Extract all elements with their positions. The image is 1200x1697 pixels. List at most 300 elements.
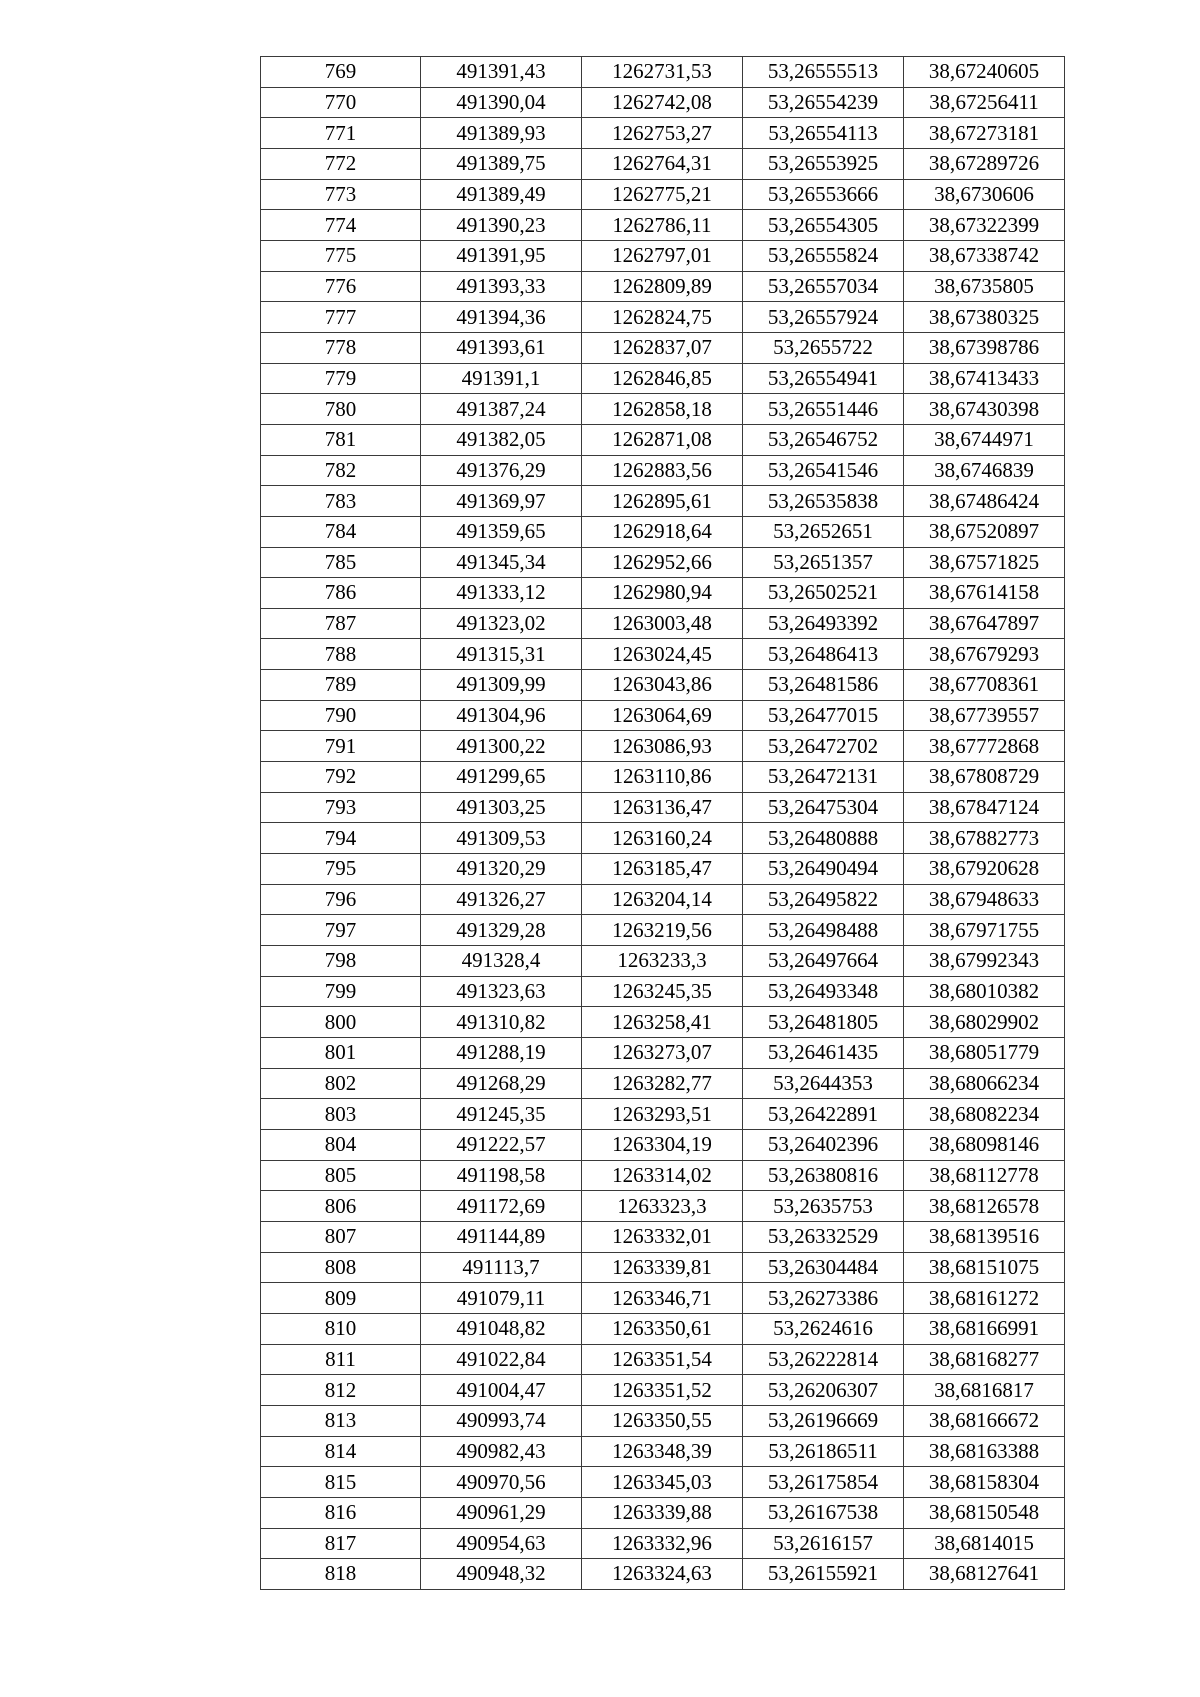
table-row [261, 731, 1065, 762]
y-coordinate-cell: 1262775,21 [582, 179, 743, 210]
point-number-cell: 773 [261, 179, 421, 210]
longitude-cell: 38,67992343 [904, 946, 1065, 977]
latitude-cell: 53,2652651 [743, 516, 904, 547]
latitude-cell: 53,26554113 [743, 118, 904, 149]
y-coordinate-cell: 1263324,63 [582, 1559, 743, 1590]
table-row [261, 1344, 1065, 1375]
longitude-cell: 38,68066234 [904, 1068, 1065, 1099]
longitude-cell: 38,67322399 [904, 210, 1065, 241]
y-coordinate-cell: 1263304,19 [582, 1129, 743, 1160]
x-coordinate-cell: 490993,74 [421, 1405, 582, 1436]
point-number-cell: 803 [261, 1099, 421, 1130]
latitude-cell: 53,26155921 [743, 1559, 904, 1590]
y-coordinate-cell: 1263258,41 [582, 1007, 743, 1038]
x-coordinate-cell: 491390,23 [421, 210, 582, 241]
x-coordinate-cell: 491323,02 [421, 608, 582, 639]
latitude-cell: 53,26472131 [743, 762, 904, 793]
x-coordinate-cell: 491022,84 [421, 1344, 582, 1375]
latitude-cell: 53,26555824 [743, 240, 904, 271]
table-row [261, 302, 1065, 333]
latitude-cell: 53,26554305 [743, 210, 904, 241]
latitude-cell: 53,26551446 [743, 394, 904, 425]
x-coordinate-cell: 491391,1 [421, 363, 582, 394]
x-coordinate-cell: 490961,29 [421, 1497, 582, 1528]
table-row [261, 271, 1065, 302]
longitude-cell: 38,6746839 [904, 455, 1065, 486]
longitude-cell: 38,67486424 [904, 486, 1065, 517]
latitude-cell: 53,26332529 [743, 1221, 904, 1252]
x-coordinate-cell: 491326,27 [421, 884, 582, 915]
point-number-cell: 787 [261, 608, 421, 639]
table-row [261, 1038, 1065, 1069]
x-coordinate-cell: 491245,35 [421, 1099, 582, 1130]
point-number-cell: 806 [261, 1191, 421, 1222]
y-coordinate-cell: 1263219,56 [582, 915, 743, 946]
table-row [261, 946, 1065, 977]
latitude-cell: 53,26557924 [743, 302, 904, 333]
latitude-cell: 53,26472702 [743, 731, 904, 762]
table-row [261, 240, 1065, 271]
table-row [261, 1160, 1065, 1191]
y-coordinate-cell: 1262786,11 [582, 210, 743, 241]
point-number-cell: 774 [261, 210, 421, 241]
longitude-cell: 38,67571825 [904, 547, 1065, 578]
y-coordinate-cell: 1262731,53 [582, 57, 743, 88]
point-number-cell: 805 [261, 1160, 421, 1191]
longitude-cell: 38,67847124 [904, 792, 1065, 823]
latitude-cell: 53,2651357 [743, 547, 904, 578]
latitude-cell: 53,26497664 [743, 946, 904, 977]
longitude-cell: 38,68098146 [904, 1129, 1065, 1160]
point-number-cell: 808 [261, 1252, 421, 1283]
latitude-cell: 53,26493392 [743, 608, 904, 639]
longitude-cell: 38,68161272 [904, 1283, 1065, 1314]
x-coordinate-cell: 491389,49 [421, 179, 582, 210]
point-number-cell: 815 [261, 1467, 421, 1498]
point-number-cell: 816 [261, 1497, 421, 1528]
point-number-cell: 791 [261, 731, 421, 762]
table-row [261, 394, 1065, 425]
latitude-cell: 53,26495822 [743, 884, 904, 915]
table-row [261, 608, 1065, 639]
point-number-cell: 782 [261, 455, 421, 486]
table-row [261, 670, 1065, 701]
x-coordinate-cell: 491320,29 [421, 854, 582, 885]
table-row [261, 854, 1065, 885]
point-number-cell: 778 [261, 332, 421, 363]
coordinates-table-body [261, 57, 1065, 1590]
latitude-cell: 53,26175854 [743, 1467, 904, 1498]
x-coordinate-cell: 491329,28 [421, 915, 582, 946]
latitude-cell: 53,26557034 [743, 271, 904, 302]
x-coordinate-cell: 491222,57 [421, 1129, 582, 1160]
longitude-cell: 38,68158304 [904, 1467, 1065, 1498]
y-coordinate-cell: 1262980,94 [582, 578, 743, 609]
y-coordinate-cell: 1263110,86 [582, 762, 743, 793]
point-number-cell: 784 [261, 516, 421, 547]
longitude-cell: 38,67948633 [904, 884, 1065, 915]
y-coordinate-cell: 1263136,47 [582, 792, 743, 823]
latitude-cell: 53,26480888 [743, 823, 904, 854]
table-row [261, 823, 1065, 854]
point-number-cell: 807 [261, 1221, 421, 1252]
y-coordinate-cell: 1263003,48 [582, 608, 743, 639]
y-coordinate-cell: 1263323,3 [582, 1191, 743, 1222]
longitude-cell: 38,67920628 [904, 854, 1065, 885]
latitude-cell: 53,26486413 [743, 639, 904, 670]
point-number-cell: 771 [261, 118, 421, 149]
point-number-cell: 781 [261, 424, 421, 455]
y-coordinate-cell: 1262952,66 [582, 547, 743, 578]
longitude-cell: 38,67338742 [904, 240, 1065, 271]
longitude-cell: 38,67430398 [904, 394, 1065, 425]
point-number-cell: 813 [261, 1405, 421, 1436]
point-number-cell: 775 [261, 240, 421, 271]
longitude-cell: 38,68163388 [904, 1436, 1065, 1467]
latitude-cell: 53,26206307 [743, 1375, 904, 1406]
longitude-cell: 38,68139516 [904, 1221, 1065, 1252]
y-coordinate-cell: 1263346,71 [582, 1283, 743, 1314]
longitude-cell: 38,67739557 [904, 700, 1065, 731]
x-coordinate-cell: 491376,29 [421, 455, 582, 486]
table-row [261, 547, 1065, 578]
table-row [261, 639, 1065, 670]
y-coordinate-cell: 1262809,89 [582, 271, 743, 302]
table-row [261, 363, 1065, 394]
table-row [261, 516, 1065, 547]
x-coordinate-cell: 491328,4 [421, 946, 582, 977]
longitude-cell: 38,67647897 [904, 608, 1065, 639]
y-coordinate-cell: 1262858,18 [582, 394, 743, 425]
y-coordinate-cell: 1263204,14 [582, 884, 743, 915]
x-coordinate-cell: 491198,58 [421, 1160, 582, 1191]
table-row [261, 1559, 1065, 1590]
latitude-cell: 53,26380816 [743, 1160, 904, 1191]
latitude-cell: 53,26493348 [743, 976, 904, 1007]
table-row [261, 976, 1065, 1007]
table-row [261, 1436, 1065, 1467]
longitude-cell: 38,68082234 [904, 1099, 1065, 1130]
y-coordinate-cell: 1263245,35 [582, 976, 743, 1007]
table-row [261, 210, 1065, 241]
y-coordinate-cell: 1263339,88 [582, 1497, 743, 1528]
point-number-cell: 796 [261, 884, 421, 915]
point-number-cell: 788 [261, 639, 421, 670]
table-row [261, 1467, 1065, 1498]
x-coordinate-cell: 491345,34 [421, 547, 582, 578]
y-coordinate-cell: 1263345,03 [582, 1467, 743, 1498]
table-row [261, 148, 1065, 179]
latitude-cell: 53,26461435 [743, 1038, 904, 1069]
y-coordinate-cell: 1262824,75 [582, 302, 743, 333]
latitude-cell: 53,26475304 [743, 792, 904, 823]
y-coordinate-cell: 1263351,54 [582, 1344, 743, 1375]
x-coordinate-cell: 491359,65 [421, 516, 582, 547]
x-coordinate-cell: 491333,12 [421, 578, 582, 609]
longitude-cell: 38,6730606 [904, 179, 1065, 210]
point-number-cell: 792 [261, 762, 421, 793]
y-coordinate-cell: 1263024,45 [582, 639, 743, 670]
y-coordinate-cell: 1262846,85 [582, 363, 743, 394]
x-coordinate-cell: 490982,43 [421, 1436, 582, 1467]
x-coordinate-cell: 491393,61 [421, 332, 582, 363]
longitude-cell: 38,68166991 [904, 1313, 1065, 1344]
longitude-cell: 38,67240605 [904, 57, 1065, 88]
y-coordinate-cell: 1262837,07 [582, 332, 743, 363]
point-number-cell: 794 [261, 823, 421, 854]
table-row [261, 87, 1065, 118]
table-row [261, 792, 1065, 823]
x-coordinate-cell: 491369,97 [421, 486, 582, 517]
point-number-cell: 783 [261, 486, 421, 517]
latitude-cell: 53,26546752 [743, 424, 904, 455]
y-coordinate-cell: 1262742,08 [582, 87, 743, 118]
x-coordinate-cell: 491300,22 [421, 731, 582, 762]
table-row [261, 578, 1065, 609]
latitude-cell: 53,26490494 [743, 854, 904, 885]
table-row [261, 455, 1065, 486]
latitude-cell: 53,26481586 [743, 670, 904, 701]
table-row [261, 1221, 1065, 1252]
table-row [261, 118, 1065, 149]
longitude-cell: 38,67380325 [904, 302, 1065, 333]
y-coordinate-cell: 1263350,61 [582, 1313, 743, 1344]
longitude-cell: 38,68010382 [904, 976, 1065, 1007]
table-row [261, 1007, 1065, 1038]
x-coordinate-cell: 491310,82 [421, 1007, 582, 1038]
y-coordinate-cell: 1263314,02 [582, 1160, 743, 1191]
point-number-cell: 799 [261, 976, 421, 1007]
y-coordinate-cell: 1263351,52 [582, 1375, 743, 1406]
y-coordinate-cell: 1262764,31 [582, 148, 743, 179]
table-row [261, 1191, 1065, 1222]
longitude-cell: 38,6744971 [904, 424, 1065, 455]
x-coordinate-cell: 491299,65 [421, 762, 582, 793]
latitude-cell: 53,26273386 [743, 1283, 904, 1314]
latitude-cell: 53,26167538 [743, 1497, 904, 1528]
y-coordinate-cell: 1263064,69 [582, 700, 743, 731]
y-coordinate-cell: 1262918,64 [582, 516, 743, 547]
table-row [261, 486, 1065, 517]
longitude-cell: 38,67289726 [904, 148, 1065, 179]
point-number-cell: 772 [261, 148, 421, 179]
x-coordinate-cell: 491389,75 [421, 148, 582, 179]
y-coordinate-cell: 1263332,01 [582, 1221, 743, 1252]
latitude-cell: 53,26554941 [743, 363, 904, 394]
latitude-cell: 53,2635753 [743, 1191, 904, 1222]
point-number-cell: 780 [261, 394, 421, 425]
table-row [261, 424, 1065, 455]
longitude-cell: 38,67413433 [904, 363, 1065, 394]
x-coordinate-cell: 491393,33 [421, 271, 582, 302]
latitude-cell: 53,2624616 [743, 1313, 904, 1344]
longitude-cell: 38,68029902 [904, 1007, 1065, 1038]
x-coordinate-cell: 490954,63 [421, 1528, 582, 1559]
longitude-cell: 38,67520897 [904, 516, 1065, 547]
table-row [261, 762, 1065, 793]
point-number-cell: 770 [261, 87, 421, 118]
point-number-cell: 818 [261, 1559, 421, 1590]
longitude-cell: 38,67808729 [904, 762, 1065, 793]
table-row [261, 332, 1065, 363]
y-coordinate-cell: 1262797,01 [582, 240, 743, 271]
table-row [261, 1528, 1065, 1559]
longitude-cell: 38,67256411 [904, 87, 1065, 118]
longitude-cell: 38,68112778 [904, 1160, 1065, 1191]
table-row [261, 884, 1065, 915]
point-number-cell: 777 [261, 302, 421, 333]
longitude-cell: 38,67273181 [904, 118, 1065, 149]
point-number-cell: 798 [261, 946, 421, 977]
table-row [261, 1283, 1065, 1314]
latitude-cell: 53,2644353 [743, 1068, 904, 1099]
longitude-cell: 38,68168277 [904, 1344, 1065, 1375]
point-number-cell: 800 [261, 1007, 421, 1038]
x-coordinate-cell: 491079,11 [421, 1283, 582, 1314]
x-coordinate-cell: 491391,95 [421, 240, 582, 271]
latitude-cell: 53,2616157 [743, 1528, 904, 1559]
longitude-cell: 38,67971755 [904, 915, 1065, 946]
y-coordinate-cell: 1263282,77 [582, 1068, 743, 1099]
latitude-cell: 53,26222814 [743, 1344, 904, 1375]
point-number-cell: 801 [261, 1038, 421, 1069]
longitude-cell: 38,68127641 [904, 1559, 1065, 1590]
y-coordinate-cell: 1263160,24 [582, 823, 743, 854]
y-coordinate-cell: 1263273,07 [582, 1038, 743, 1069]
point-number-cell: 769 [261, 57, 421, 88]
longitude-cell: 38,68150548 [904, 1497, 1065, 1528]
table-row [261, 1497, 1065, 1528]
table-row [261, 1099, 1065, 1130]
point-number-cell: 789 [261, 670, 421, 701]
y-coordinate-cell: 1262883,56 [582, 455, 743, 486]
x-coordinate-cell: 491309,53 [421, 823, 582, 854]
table-row [261, 1405, 1065, 1436]
x-coordinate-cell: 491382,05 [421, 424, 582, 455]
latitude-cell: 53,26541546 [743, 455, 904, 486]
point-number-cell: 779 [261, 363, 421, 394]
y-coordinate-cell: 1263348,39 [582, 1436, 743, 1467]
point-number-cell: 804 [261, 1129, 421, 1160]
longitude-cell: 38,6816817 [904, 1375, 1065, 1406]
x-coordinate-cell: 491288,19 [421, 1038, 582, 1069]
table-row [261, 179, 1065, 210]
point-number-cell: 793 [261, 792, 421, 823]
x-coordinate-cell: 491144,89 [421, 1221, 582, 1252]
point-number-cell: 812 [261, 1375, 421, 1406]
x-coordinate-cell: 491172,69 [421, 1191, 582, 1222]
x-coordinate-cell: 490970,56 [421, 1467, 582, 1498]
y-coordinate-cell: 1263293,51 [582, 1099, 743, 1130]
x-coordinate-cell: 491323,63 [421, 976, 582, 1007]
y-coordinate-cell: 1262871,08 [582, 424, 743, 455]
x-coordinate-cell: 491004,47 [421, 1375, 582, 1406]
x-coordinate-cell: 491387,24 [421, 394, 582, 425]
longitude-cell: 38,67679293 [904, 639, 1065, 670]
x-coordinate-cell: 491391,43 [421, 57, 582, 88]
x-coordinate-cell: 491389,93 [421, 118, 582, 149]
table-row [261, 1375, 1065, 1406]
table-row [261, 57, 1065, 88]
y-coordinate-cell: 1263185,47 [582, 854, 743, 885]
latitude-cell: 53,26481805 [743, 1007, 904, 1038]
latitude-cell: 53,26498488 [743, 915, 904, 946]
x-coordinate-cell: 491304,96 [421, 700, 582, 731]
longitude-cell: 38,68166672 [904, 1405, 1065, 1436]
table-row [261, 700, 1065, 731]
y-coordinate-cell: 1263332,96 [582, 1528, 743, 1559]
y-coordinate-cell: 1262753,27 [582, 118, 743, 149]
longitude-cell: 38,67772868 [904, 731, 1065, 762]
longitude-cell: 38,68151075 [904, 1252, 1065, 1283]
latitude-cell: 53,26555513 [743, 57, 904, 88]
table-row [261, 1068, 1065, 1099]
latitude-cell: 53,2655722 [743, 332, 904, 363]
y-coordinate-cell: 1263043,86 [582, 670, 743, 701]
point-number-cell: 810 [261, 1313, 421, 1344]
point-number-cell: 786 [261, 578, 421, 609]
x-coordinate-cell: 491394,36 [421, 302, 582, 333]
x-coordinate-cell: 490948,32 [421, 1559, 582, 1590]
y-coordinate-cell: 1263350,55 [582, 1405, 743, 1436]
latitude-cell: 53,26422891 [743, 1099, 904, 1130]
point-number-cell: 809 [261, 1283, 421, 1314]
table-row [261, 1313, 1065, 1344]
latitude-cell: 53,26304484 [743, 1252, 904, 1283]
x-coordinate-cell: 491309,99 [421, 670, 582, 701]
y-coordinate-cell: 1263339,81 [582, 1252, 743, 1283]
table-row [261, 915, 1065, 946]
point-number-cell: 790 [261, 700, 421, 731]
latitude-cell: 53,26535838 [743, 486, 904, 517]
x-coordinate-cell: 491315,31 [421, 639, 582, 670]
longitude-cell: 38,67614158 [904, 578, 1065, 609]
point-number-cell: 795 [261, 854, 421, 885]
x-coordinate-cell: 491113,7 [421, 1252, 582, 1283]
point-number-cell: 814 [261, 1436, 421, 1467]
point-number-cell: 785 [261, 547, 421, 578]
y-coordinate-cell: 1263086,93 [582, 731, 743, 762]
longitude-cell: 38,68126578 [904, 1191, 1065, 1222]
x-coordinate-cell: 491303,25 [421, 792, 582, 823]
x-coordinate-cell: 491268,29 [421, 1068, 582, 1099]
longitude-cell: 38,68051779 [904, 1038, 1065, 1069]
latitude-cell: 53,26553925 [743, 148, 904, 179]
y-coordinate-cell: 1263233,3 [582, 946, 743, 977]
x-coordinate-cell: 491048,82 [421, 1313, 582, 1344]
y-coordinate-cell: 1262895,61 [582, 486, 743, 517]
latitude-cell: 53,26477015 [743, 700, 904, 731]
longitude-cell: 38,67882773 [904, 823, 1065, 854]
latitude-cell: 53,26554239 [743, 87, 904, 118]
longitude-cell: 38,6814015 [904, 1528, 1065, 1559]
x-coordinate-cell: 491390,04 [421, 87, 582, 118]
latitude-cell: 53,26553666 [743, 179, 904, 210]
table-row [261, 1129, 1065, 1160]
point-number-cell: 802 [261, 1068, 421, 1099]
longitude-cell: 38,67398786 [904, 332, 1065, 363]
latitude-cell: 53,26402396 [743, 1129, 904, 1160]
point-number-cell: 811 [261, 1344, 421, 1375]
latitude-cell: 53,26196669 [743, 1405, 904, 1436]
table-row [261, 1252, 1065, 1283]
point-number-cell: 817 [261, 1528, 421, 1559]
latitude-cell: 53,26502521 [743, 578, 904, 609]
longitude-cell: 38,67708361 [904, 670, 1065, 701]
longitude-cell: 38,6735805 [904, 271, 1065, 302]
point-number-cell: 797 [261, 915, 421, 946]
coordinates-table [260, 56, 1065, 1590]
